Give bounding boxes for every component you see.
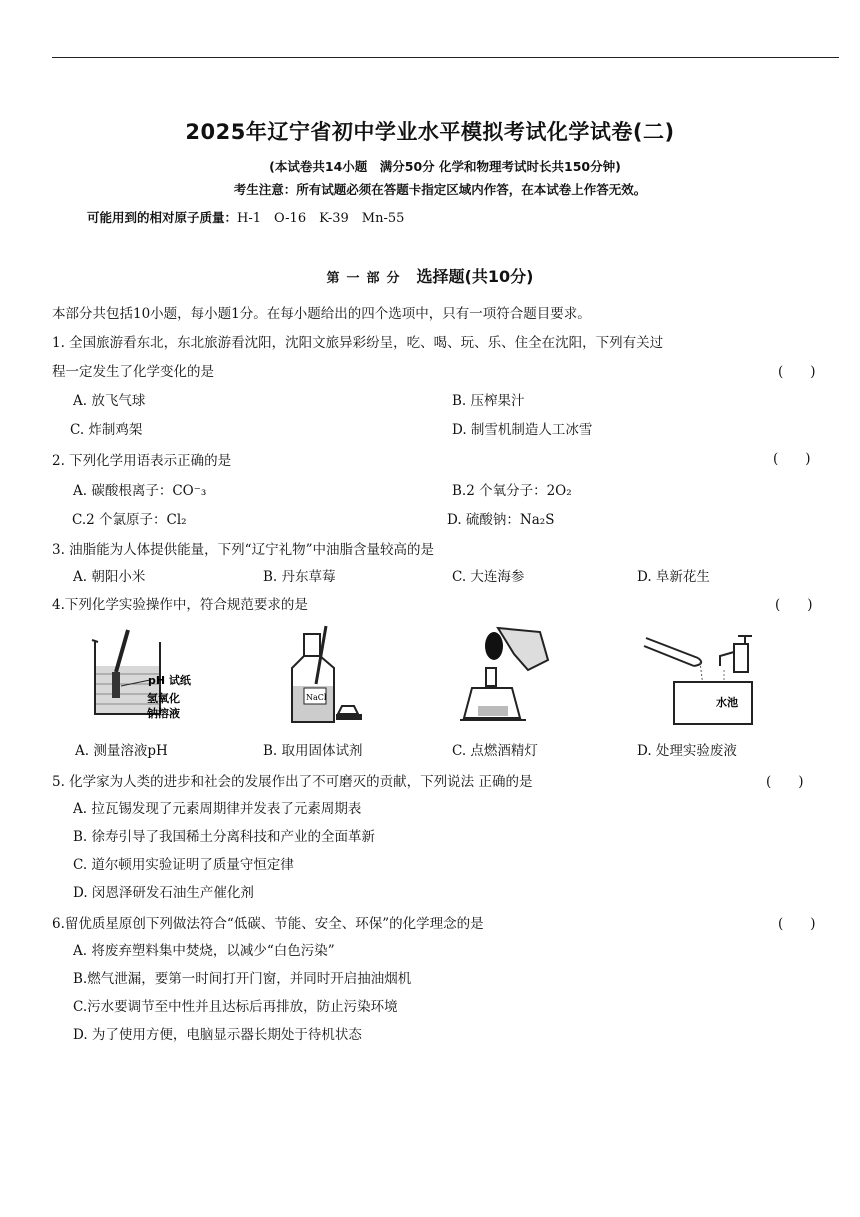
q4-option-d: D. 处理实验废液 [637,743,737,759]
q1-stem-line1: 1. 全国旅游看东北，东北旅游看沈阳，沈阳文旅异彩纷呈，吃、喝、玩、乐、住全在沈阳，下列有关过 [52,335,664,351]
q3-option-a: A. 朝阳小米 [73,569,146,585]
q4-option-a: A. 测量溶液pH [75,743,168,759]
naoh-label-2: 钠溶液 [147,707,180,720]
q6-stem: 6.留优质星原创下列做法符合“低碳、节能、安全、环保”的化学理念的是 [52,916,484,932]
sink-label: 水池 [716,696,738,709]
q5-option-c: C. 道尔顿用实验证明了质量守恒定律 [73,857,294,873]
q2-option-a: A. 碳酸根离子：CO⁻₃ [73,483,207,499]
section-title: 选择题(共10分) [416,267,534,286]
q6-answer-paren: ( ) [778,916,816,932]
q2-stem: 2. 下列化学用语表示正确的是 [52,453,232,469]
q6-option-c: C.污水要调节至中性并且达标后再排放，防止污染环境 [73,999,398,1015]
section-instruction: 本部分共包括10小题，每小题1分。在每小题给出的四个选项中，只有一项符合题目要求。 [52,306,591,322]
alcohol-lamp-figure [458,626,558,726]
exam-notice: 考生注意：所有试题必须在答题卡指定区域内作答，在本试卷上作答无效。 [233,182,647,197]
q6-option-a: A. 将废弃塑料集中焚烧，以减少“白色污染” [73,943,335,959]
q4-answer-paren: ( ) [775,597,813,613]
q2-option-d: D. 硫酸钠：Na₂S [447,512,555,528]
q2-answer-paren: ( ) [773,451,811,467]
q5-answer-paren: ( ) [766,774,804,790]
atomic-mass-line [87,207,404,226]
reagent-bottle-figure [282,624,382,728]
q4-stem: 4.下列化学实验操作中，符合规范要求的是 [52,597,308,613]
section-part: 第一部分 [326,271,407,286]
q4-option-c: C. 点燃酒精灯 [452,743,538,759]
waste-disposal-figure [640,626,770,726]
atomic-mass-label: 可能用到的相对原子质量： [87,210,238,225]
q1-option-c: C. 炸制鸡架 [70,422,143,438]
q6-option-b: B.燃气泄漏，要第一时间打开门窗，并同时开启抽油烟机 [73,971,412,987]
q3-stem: 3. 油脂能为人体提供能量，下列“辽宁礼物”中油脂含量较高的是 [52,542,434,558]
q5-stem: 5. 化学家为人类的进步和社会的发展作出了不可磨灭的贡献，下列说法 正确的是 [52,774,533,790]
q2-option-c: C.2 个氯原子：Cl₂ [72,512,187,528]
ph-paper-label: pH 试纸 [148,674,191,687]
q5-option-d: D. 闵恩泽研发石油生产催化剂 [73,885,254,901]
top-rule [52,57,839,58]
exam-title: 2025年辽宁省初中学业水平模拟考试化学试卷(二) [185,120,675,144]
q4-option-b: B. 取用固体试剂 [263,743,363,759]
exam-subtitle: (本试卷共14小题 满分50分 化学和物理考试时长共150分钟) [269,159,621,174]
ph-test-beaker-figure [90,626,200,726]
q6-option-d: D. 为了使用方便，电脑显示器长期处于待机状态 [73,1027,362,1043]
section-heading [0,264,860,287]
q3-option-b: B. 丹东草莓 [263,569,336,585]
q5-option-b: B. 徐寿引导了我国稀土分离科技和产业的全面革新 [73,829,376,845]
nacl-label: NaCl [306,693,327,702]
q1-option-a: A. 放飞气球 [73,393,146,409]
q1-stem-line2: 程一定发生了化学变化的是 [52,364,214,380]
q1-option-d: D. 制雪机制造人工冰雪 [452,422,593,438]
atomic-mass-values: H-1 O-16 K-39 Mn-55 [237,211,405,226]
q5-option-a: A. 拉瓦锡发现了元素周期律并发表了元素周期表 [73,801,362,817]
q2-option-b: B.2 个氧分子：2O₂ [452,483,572,499]
q3-option-d: D. 阜新花生 [637,569,710,585]
q1-option-b: B. 压榨果汁 [452,393,525,409]
q1-answer-paren: ( ) [778,364,816,380]
naoh-label-1: 氢氧化 [147,692,180,705]
q3-option-c: C. 大连海参 [452,569,525,585]
